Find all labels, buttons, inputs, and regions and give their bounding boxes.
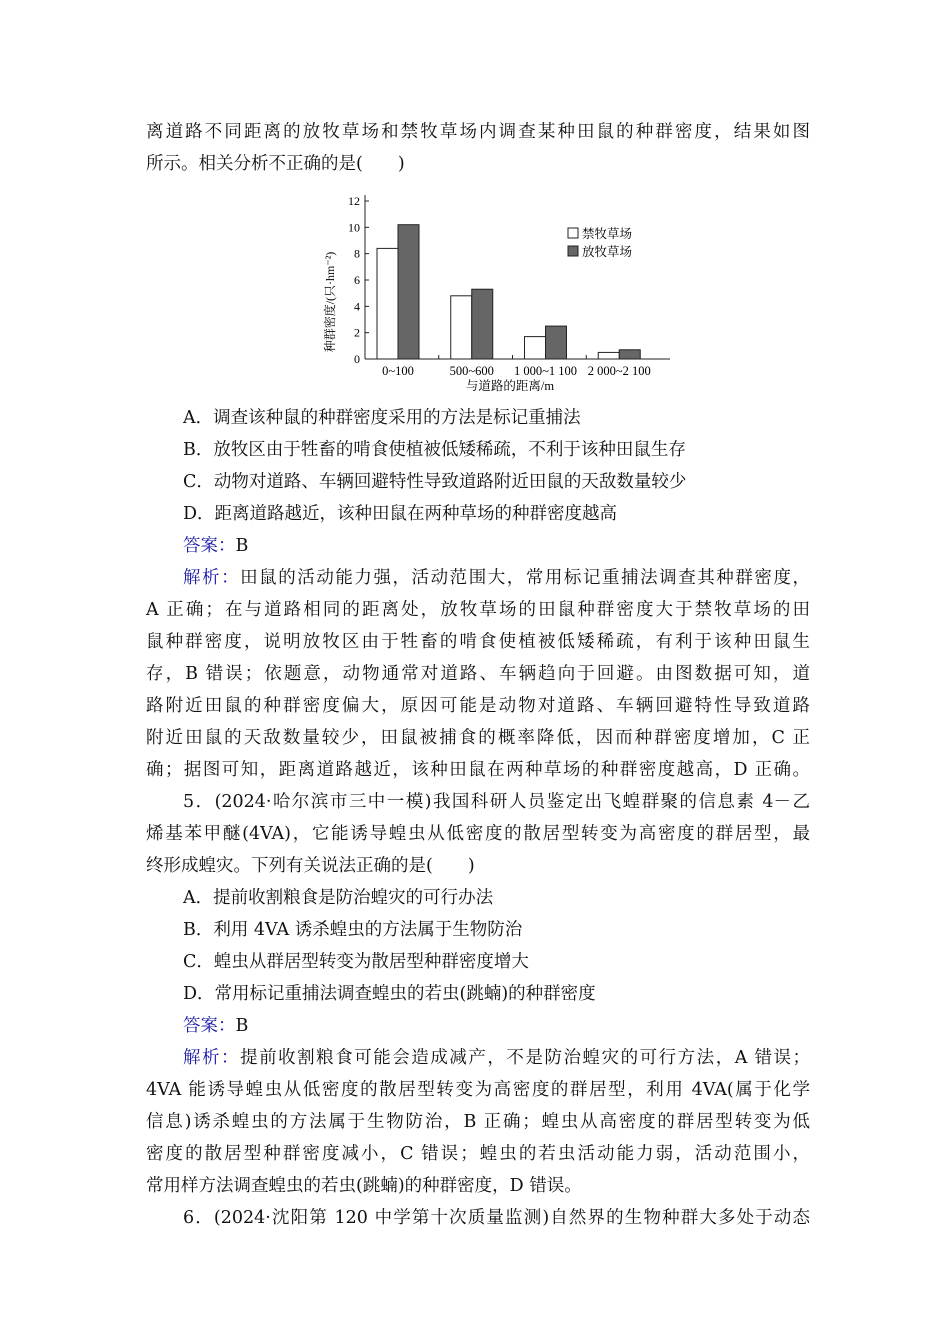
q4-analysis-line-1 <box>183 566 810 590</box>
q5-option-b: B．利用 4VA 诱杀蝗虫的方法属于生物防治 <box>183 920 523 940</box>
q4-analysis-text-1: 田鼠的活动能力强，活动范围大，常用标记重捕法调查其种群密度， <box>240 568 810 588</box>
legend <box>568 226 632 259</box>
q5-analysis-text-1: 提前收割粮食可能会造成减产，不是防治蝗灾的可行方法，A 错误； <box>240 1048 810 1068</box>
intro-line-1: 离道路不同距离的放牧草场和禁牧草场内调查某种田鼠的种群密度，结果如图 <box>146 122 810 142</box>
q5-option-d: D．常用标记重捕法调查蝗虫的若虫(跳蝻)的种群密度 <box>183 984 596 1004</box>
q5-option-c: C．蝗虫从群居型转变为散居型种群密度增大 <box>183 952 529 972</box>
legend-label: 放牧草场 <box>582 245 633 259</box>
y-tick-label: 4 <box>354 299 360 314</box>
q4-analysis-line-4: 存，B 错误；依题意，动物通常对道路、车辆趋向于回避。由图数据可知，道 <box>146 664 810 684</box>
legend-swatch <box>568 246 578 256</box>
intro-line-2: 所示。相关分析不正确的是( ) <box>146 154 405 174</box>
y-axis <box>348 194 369 366</box>
q4-option-c: C．动物对道路、车辆回避特性导致道路附近田鼠的天敌数量较少 <box>183 472 687 492</box>
bar <box>451 296 472 359</box>
q4-answer-value: B <box>235 536 249 556</box>
q4-option-b: B．放牧区由于牲畜的啃食使植被低矮稀疏，不利于该种田鼠生存 <box>183 440 686 460</box>
x-tick-label: 0~100 <box>382 364 414 378</box>
q5-analysis-line-2: 4VA 能诱导蝗虫从低密度的散居型转变为高密度的群居型，利用 4VA(属于化学 <box>146 1080 810 1100</box>
bar <box>472 289 493 359</box>
legend-label: 禁牧草场 <box>582 227 633 241</box>
q5-analysis-line-4: 密度的散居型种群密度减小，C 错误；蝗虫的若虫活动能力弱，活动范围小， <box>146 1144 810 1164</box>
q4-analysis-line-6: 附近田鼠的天敌数量较少，田鼠被捕食的概率降低，因而种群密度增加，C 正 <box>146 728 810 748</box>
x-tick-label: 2 000~2 100 <box>587 364 651 378</box>
q6-stem-line-1: 6．(2024·沈阳第 120 中学第十次质量监测)自然界的生物种群大多处于动态 <box>183 1208 810 1228</box>
q4-option-d: D．距离道路越近，该种田鼠在两种草场的种群密度越高 <box>183 504 618 524</box>
bar <box>398 225 419 359</box>
q5-answer-label: 答案： <box>183 1016 236 1036</box>
q5-answer-value: B <box>235 1016 249 1036</box>
q5-analysis-line-3: 信息)诱杀蝗虫的方法属于生物防治，B 正确；蝗虫从高密度的群居型转变为低 <box>146 1112 810 1132</box>
q4-analysis-line-2: A 正确；在与道路相同的距离处，放牧草场的田鼠种群密度大于禁牧草场的田 <box>146 600 810 620</box>
y-axis-label: 种群密度/(只·hm⁻²) <box>323 251 337 353</box>
legend-swatch <box>568 228 578 238</box>
q4-analysis-label: 解析： <box>183 568 241 588</box>
q5-option-a: A．提前收割粮食是防治蝗灾的可行办法 <box>183 888 494 908</box>
y-tick-label: 12 <box>348 194 360 208</box>
x-tick-label: 1 000~1 100 <box>513 364 578 378</box>
q5-stem-line-3: 终形成蝗灾。下列有关说法正确的是( ) <box>146 856 475 876</box>
bar <box>525 337 546 359</box>
x-tick-label: 500~600 <box>449 364 494 378</box>
q5-analysis-label: 解析： <box>183 1048 241 1068</box>
bar <box>377 248 398 359</box>
q5-answer <box>183 1014 248 1038</box>
y-tick-label: 10 <box>348 220 360 235</box>
bar <box>619 350 640 359</box>
y-tick-label: 6 <box>354 273 360 287</box>
q4-option-a: A．调查该种鼠的种群密度采用的方法是标记重捕法 <box>183 408 581 428</box>
q4-analysis-line-7: 确；据图可知，距离道路越近，该种田鼠在两种草场的种群密度越高，D 正确。 <box>146 760 810 780</box>
q4-analysis-line-5: 路附近田鼠的种群密度偏大，原因可能是动物对道路、车辆回避特性导致道路 <box>146 696 810 716</box>
q5-stem-line-2: 烯基苯甲醚(4VA)，它能诱导蝗虫从低密度的散居型转变为高密度的群居型，最 <box>146 824 810 844</box>
q5-analysis-line-1 <box>183 1046 810 1070</box>
q4-answer-label: 答案： <box>183 536 236 556</box>
x-axis-label: 与道路的距离/m <box>465 379 555 393</box>
q4-answer <box>183 534 248 558</box>
bar <box>598 352 619 359</box>
y-tick-label: 8 <box>354 246 360 261</box>
y-tick-label: 2 <box>354 325 360 340</box>
bar <box>546 326 567 359</box>
q4-analysis-line-3: 鼠种群密度，说明放牧区由于牲畜的啃食使植被低矮稀疏，有利于该种田鼠生 <box>146 632 810 652</box>
q5-analysis-line-5: 常用样方法调查蝗虫的若虫(跳蝻)的种群密度，D 错误。 <box>146 1176 582 1196</box>
q5-stem-line-1: 5．(2024·哈尔滨市三中一模)我国科研人员鉴定出飞蝗群聚的信息素 4－乙 <box>183 792 810 812</box>
population-density-chart <box>310 190 680 400</box>
y-tick-label: 0 <box>354 352 360 366</box>
